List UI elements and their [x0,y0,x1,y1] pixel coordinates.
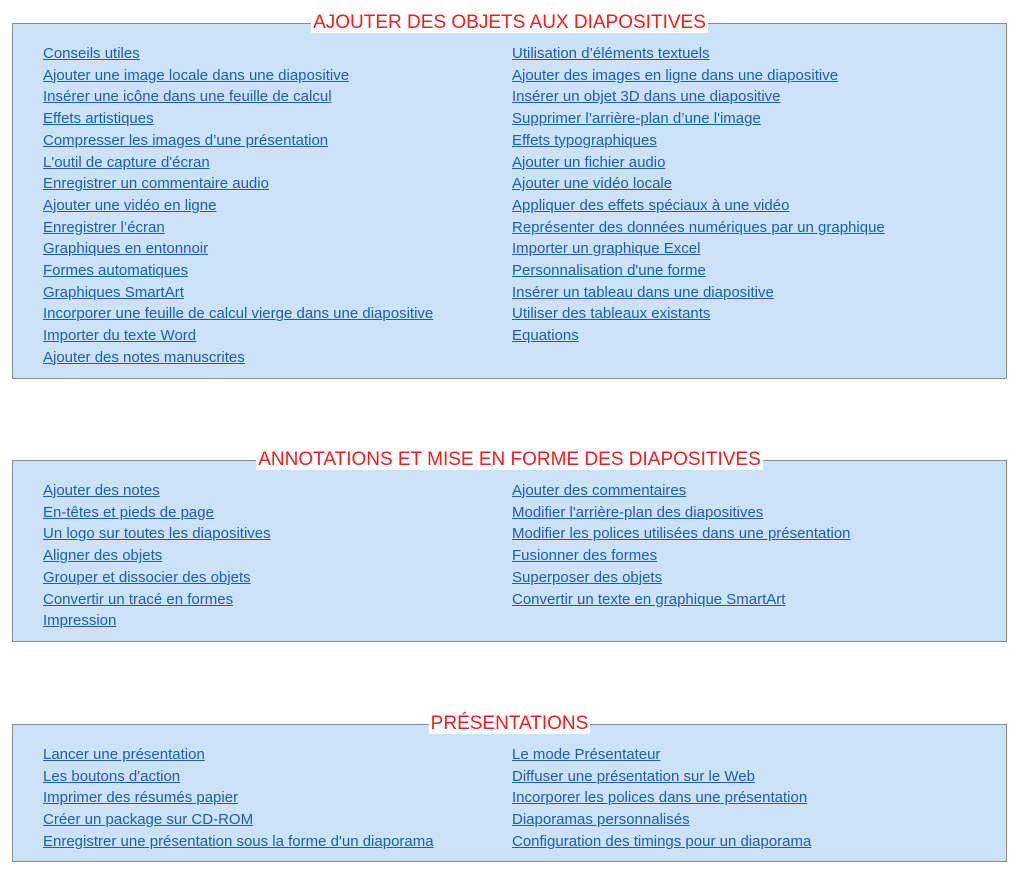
link-imprimer-resumes[interactable]: Imprimer des résumés papier [43,789,239,807]
link-compresser-images[interactable]: Compresser les images d’une présentation [43,131,329,149]
link-ajouter-image-locale[interactable]: Ajouter une image locale dans une diapositive [43,66,350,84]
link-tableaux-existants[interactable]: Utiliser des tableaux existants [512,305,711,323]
section-title: PRÉSENTATIONS [430,713,589,734]
link-column-left [43,744,434,853]
link-outil-capture[interactable]: L'outil de capture d'écran [43,153,210,171]
link-modifier-polices[interactable]: Modifier les polices utilisées dans une présentation [512,525,851,543]
link-donnees-numeriques-graphique[interactable]: Représenter des données numériques par un graphique [512,218,885,236]
link-creer-package-cdrom[interactable]: Créer un package sur CD-ROM [43,811,254,829]
link-column-left [43,43,433,369]
link-diffuser-presentation-web[interactable]: Diffuser une présentation sur le Web [512,767,755,785]
section-title: ANNOTATIONS ET MISE EN FORME DES DIAPOSITIVES [258,449,761,470]
link-supprimer-arriere-plan[interactable]: Supprimer l’arrière-plan d’une l'image [512,110,761,128]
link-mode-presentateur[interactable]: Le mode Présentateur [512,746,661,763]
link-convertir-trace-formes[interactable]: Convertir un tracé en formes [43,590,234,608]
link-incorporer-feuille-calcul[interactable]: Incorporer une feuille de calcul vierge dans une diapositive [43,305,434,323]
link-ajouter-notes-manuscrites[interactable]: Ajouter des notes manuscrites [43,348,245,366]
link-ajouter-video-locale[interactable]: Ajouter une vidéo locale [512,175,673,193]
link-personnalisation-forme[interactable]: Personnalisation d'une forme [512,262,706,280]
section-presentations [12,713,1007,862]
link-inserer-icone[interactable]: Insérer une icône dans une feuille de calcul [43,88,332,106]
link-enregistrer-diaporama[interactable]: Enregistrer une présentation sous la forme d'un diaporama [43,832,434,850]
link-configuration-timings[interactable]: Configuration des timings pour un diaporama [512,832,812,850]
link-column-right [512,480,851,610]
link-incorporer-polices[interactable]: Incorporer les polices dans une présentation [512,789,808,807]
link-ajouter-fichier-audio[interactable]: Ajouter un fichier audio [512,153,666,171]
link-diaporamas-personnalises[interactable]: Diaporamas personnalisés [512,811,690,829]
link-ajouter-video-en-ligne[interactable]: Ajouter une vidéo en ligne [43,196,217,214]
link-enregistrer-commentaire-audio[interactable]: Enregistrer un commentaire audio [43,175,269,193]
link-ajouter-images-en-ligne[interactable]: Ajouter des images en ligne dans une diapositive [512,66,839,84]
link-modifier-arriere-plan[interactable]: Modifier l'arrière-plan des diapositives [512,503,764,521]
link-graphiques-entonnoir[interactable]: Graphiques en entonnoir [43,240,209,258]
link-graphiques-smartart[interactable]: Graphiques SmartArt [43,283,184,301]
link-aligner-objets[interactable]: Aligner des objets [43,547,163,565]
link-equations[interactable]: Equations [512,327,579,345]
link-elements-textuels[interactable]: Utilisation d’éléments textuels [512,45,710,62]
link-inserer-objet-3d[interactable]: Insérer un objet 3D dans une diapositive [512,88,781,106]
link-effets-typographiques[interactable]: Effets typographiques [512,131,657,149]
link-effets-speciaux-video[interactable]: Appliquer des effets spéciaux à une vidéo [512,196,790,214]
section-annotations-mise-en-forme [12,449,1007,642]
link-logo-diapositives[interactable]: Un logo sur toutes les diapositives [43,525,271,543]
section-ajouter-objets [12,12,1007,379]
link-ajouter-commentaires[interactable]: Ajouter des commentaires [512,482,687,499]
link-formes-automatiques[interactable]: Formes automatiques [43,262,189,280]
link-enregistrer-ecran[interactable]: Enregistrer l’écran [43,218,165,236]
link-superposer-objets[interactable]: Superposer des objets [512,568,663,586]
link-entetes-pieds-page[interactable]: En-têtes et pieds de page [43,503,214,521]
link-column-right [512,43,885,347]
link-grouper-dissocier[interactable]: Grouper et dissocier des objets [43,568,251,586]
link-impression[interactable]: Impression [43,612,117,630]
link-effets-artistiques[interactable]: Effets artistiques [43,110,154,128]
link-inserer-tableau[interactable]: Insérer un tableau dans une diapositive [512,283,774,301]
link-lancer-presentation[interactable]: Lancer une présentation [43,746,205,763]
link-fusionner-formes[interactable]: Fusionner des formes [512,547,658,565]
link-importer-graphique-excel[interactable]: Importer un graphique Excel [512,240,701,258]
link-column-right [512,744,811,853]
link-boutons-action[interactable]: Les boutons d'action [43,767,181,785]
link-column-left [43,480,271,632]
section-title: AJOUTER DES OBJETS AUX DIAPOSITIVES [313,12,706,33]
link-importer-texte-word[interactable]: Importer du texte Word [43,327,197,345]
link-convertir-texte-smartart[interactable]: Convertir un texte en graphique SmartArt [512,590,786,608]
link-conseils-utiles[interactable]: Conseils utiles [43,45,140,62]
link-ajouter-notes[interactable]: Ajouter des notes [43,482,160,499]
